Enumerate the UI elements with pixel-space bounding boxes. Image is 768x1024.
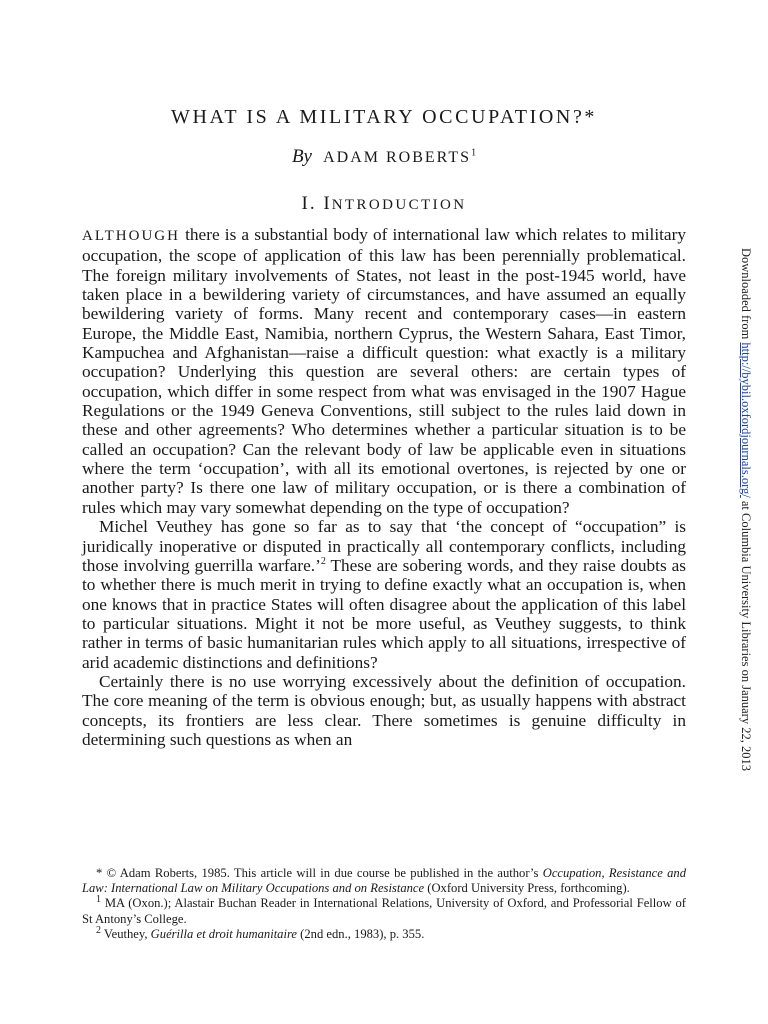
byline bbox=[0, 146, 768, 168]
footnote-ref-2[interactable]: 2 bbox=[320, 556, 326, 568]
footnote-2-mark: 2 bbox=[96, 924, 101, 936]
footnote-2-after: (2nd edn., 1983), p. 355. bbox=[297, 926, 425, 941]
footnote-2-text: Veuthey, bbox=[101, 926, 151, 941]
footnote-star-mark: * bbox=[96, 866, 103, 880]
footnote-star bbox=[82, 866, 686, 896]
paragraph-1-text: there is a substantial body of international law which relates to military occupation, the scope of application of this law has been perennially problematical. The foreign military involvements of States, not least in the post-1945 world, have taken place in a bewildering variety of circumstances, and have assumed an equally bewildering variety of forms. Many recent and contemporary cases—in eastern Europe, the Middle East, Namibia, northern Cyprus, the Western Sahara, East Timor, Kampuchea and Afghanistan—raise a difficult question: what exactly is a military occupation? Underlying this question are several others: are certain types of occupation, which differ in some respect from what was envisaged in the 1907 Hague Regulations or the 1949 Geneva Conventions, still subject to the rules laid down in these and other agreements? Who determines whether a particular situation is to be called an occupation? Can the relevant body of law be applicable even in situations where the term ‘occupation’, with all its emotional overtones, is rejected by one or another party? Is there one law of military occupation, or is there a combination of rules which may vary somewhat depending on the type of occupation? bbox=[82, 225, 686, 517]
paragraph-2-text: Michel Veuthey has gone so far as to say that ‘the concept of “occupation” is juridically inoperative or disputed in practically all contemporary conflicts, including those involving guerrilla warfare.’ bbox=[82, 517, 686, 575]
paragraph-3 bbox=[82, 672, 686, 749]
journal-link[interactable]: http://bybil.oxfordjournals.org/ bbox=[739, 342, 753, 498]
opening-word: ALTHOUGH bbox=[82, 228, 180, 244]
paragraph-2-continued: These are sobering words, and they raise doubts as to whether there is much merit in trying to define exactly what an occupation is, when one knows that in practice States will often disagree about the application of this label to particular situations. Might it not be more useful, as Veuthey suggests, to think rather in terms of basic humanitarian rules which apply to all situations, irrespective of arid academic distinctions and definitions? bbox=[82, 555, 686, 672]
paragraph-1 bbox=[82, 225, 686, 517]
footnote-2 bbox=[82, 924, 686, 942]
article-body bbox=[82, 225, 686, 749]
download-prefix: Downloaded from bbox=[739, 248, 753, 343]
section-heading bbox=[0, 193, 768, 215]
download-watermark bbox=[734, 248, 758, 771]
footnote-1 bbox=[82, 896, 686, 926]
paragraph-2 bbox=[82, 517, 686, 672]
footnotes bbox=[82, 866, 686, 942]
download-suffix: at Columbia University Libraries on January 22, 2013 bbox=[739, 497, 753, 771]
author-footnote-mark: 1 bbox=[471, 147, 477, 159]
author-name: ADAM ROBERTS bbox=[323, 149, 472, 166]
paragraph-3-text: Certainly there is no use worrying excessively about the definition of occupation. The core meaning of the term is obvious enough; but, as usually happens with abstract concepts, its frontiers are less clear. There sometimes is genuine difficulty in determining such questions as when an bbox=[82, 671, 686, 749]
article-title: WHAT IS A MILITARY OCCUPATION?* bbox=[170, 106, 598, 128]
footnote-star-after: (Oxford University Press, forthcoming). bbox=[424, 881, 630, 896]
section-number: I. bbox=[301, 193, 317, 214]
footnote-1-mark: 1 bbox=[96, 894, 101, 906]
footnote-1-text: MA (Oxon.); Alastair Buchan Reader in International Relations, University of Oxford, and Professorial Fellow of St Antony’s College. bbox=[82, 896, 686, 926]
byline-by: By bbox=[291, 146, 312, 167]
footnote-star-book-title: Occupation, Resistance and Law: International Law on Military Occupations and on Resistance bbox=[82, 866, 686, 896]
section-title-initial: I bbox=[323, 193, 332, 214]
footnote-2-book-title: Guérilla et droit humanitaire bbox=[150, 926, 298, 941]
footnote-star-text: © Adam Roberts, 1985. This article will in due course be published in the author’s bbox=[106, 866, 543, 880]
section-title-rest: NTRODUCTION bbox=[331, 197, 467, 213]
